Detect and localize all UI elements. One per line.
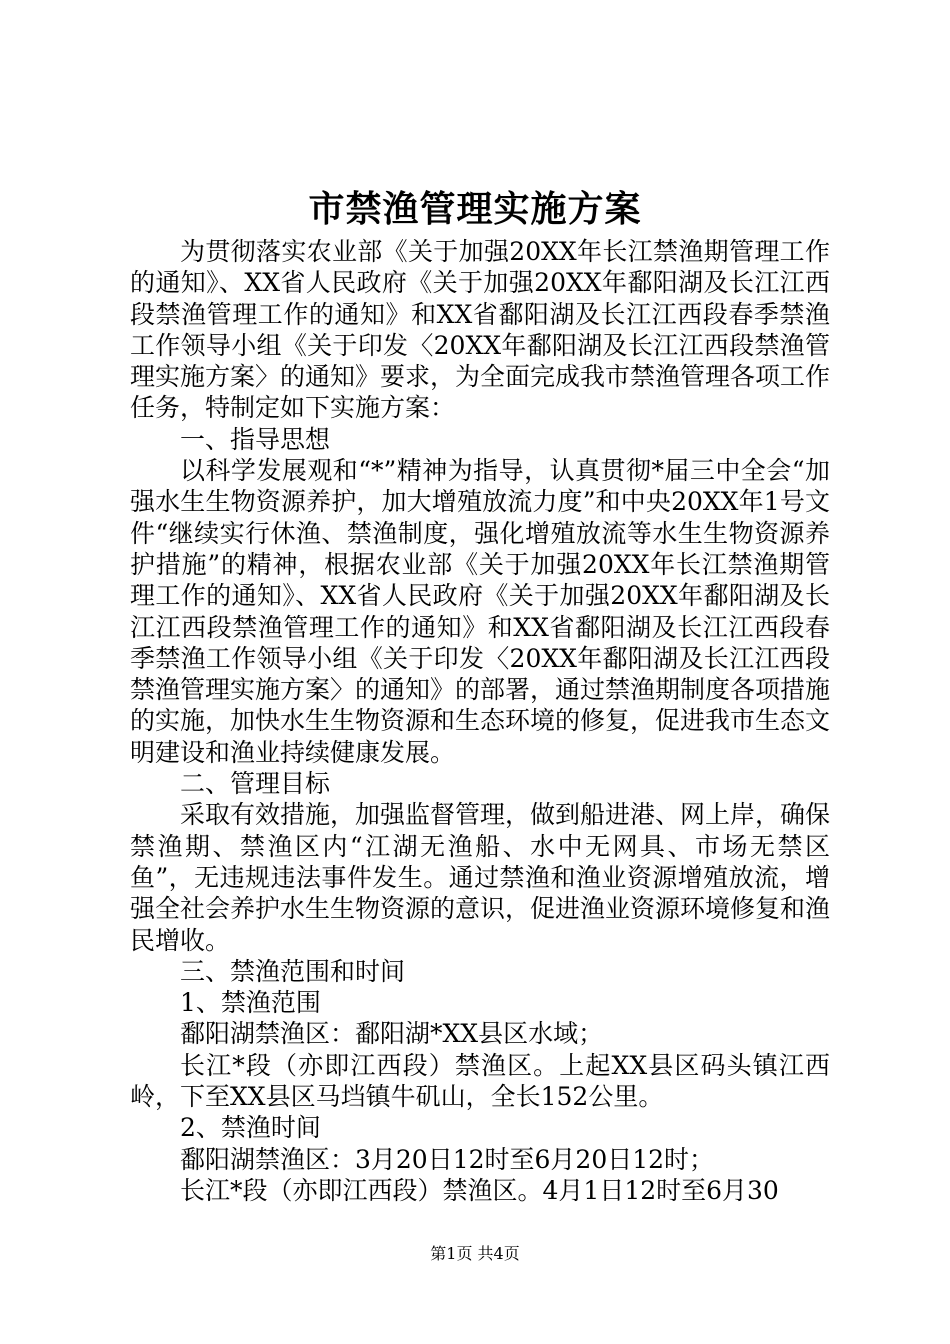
section-heading-management-goal: 二、管理目标 bbox=[180, 769, 331, 799]
time-poyang-lake: 鄱阳湖禁渔区：3月20日12时至6月20日12时； bbox=[180, 1144, 715, 1174]
section-heading-scope-and-time: 三、禁渔范围和时间 bbox=[180, 956, 406, 986]
scope-yangtze-section: 长江*段（亦即江西段）禁渔区。上起XX县区码头镇江西岭，下至XX县区马垱镇牛矶山，全长152公里。 bbox=[130, 1050, 830, 1112]
guiding-thought-paragraph: 以科学发展观和“*”精神为指导，认真贯彻*届三中全会“加强水生生物资源养护，加大增殖放流力度”和中央20XX年1号文件“继续实行休渔、禁渔制度，强化增殖放流等水生生物资源养护措施”的精神，根据农业部《关于加强20XX年长江禁渔期管理工作的通知》、XX省人民政府《关于加强20XX年鄱阳湖及长江江西段禁渔管理工作的通知》和XX省鄱阳湖及长江江西段春季禁渔工作领导小组《关于印发〈20XX年鄱阳湖及长江江西段禁渔管理实施方案〉的通知》的部署，通过禁渔期制度各项措施的实施，加快水生生物资源和生态环境的修复，促进我市生态文明建设和渔业持续健康发展。 bbox=[130, 456, 831, 767]
intro-paragraph: 为贯彻落实农业部《关于加强20XX年长江禁渔期管理工作的通知》、XX省人民政府《关于加强20XX年鄱阳湖及长江江西段禁渔管理工作的通知》和XX省鄱阳湖及长江江西段春季禁渔工作领导小组《关于印发〈20XX年鄱阳湖及长江江西段禁渔管理实施方案〉的通知》要求，为全面完成我市禁渔管理各项工作任务，特制定如下实施方案： bbox=[130, 237, 831, 423]
scope-poyang-lake: 鄱阳湖禁渔区：鄱阳湖*XX县区水域； bbox=[180, 1019, 604, 1049]
section-heading-guiding-thought: 一、指导思想 bbox=[180, 424, 331, 454]
time-yangtze-section: 长江*段（亦即江西段）禁渔区。4月1日12时至6月30 bbox=[180, 1175, 779, 1205]
subheading-scope: 1、禁渔范围 bbox=[180, 988, 321, 1018]
page-footer: 第1页 共4页 bbox=[430, 1244, 520, 1263]
document-body bbox=[130, 236, 830, 1206]
subheading-time: 2、禁渔时间 bbox=[180, 1113, 321, 1143]
management-goal-paragraph: 采取有效措施，加强监督管理，做到船进港、网上岸，确保禁渔期、禁渔区内“江湖无渔船、水中无网具、市场无禁区鱼”，无违规违法事件发生。通过禁渔和渔业资源增殖放流，增强全社会养护水生生物资源的意识，促进渔业资源环境修复和渔民增收。 bbox=[130, 800, 831, 955]
document-title: 市禁渔管理实施方案 bbox=[308, 188, 642, 230]
